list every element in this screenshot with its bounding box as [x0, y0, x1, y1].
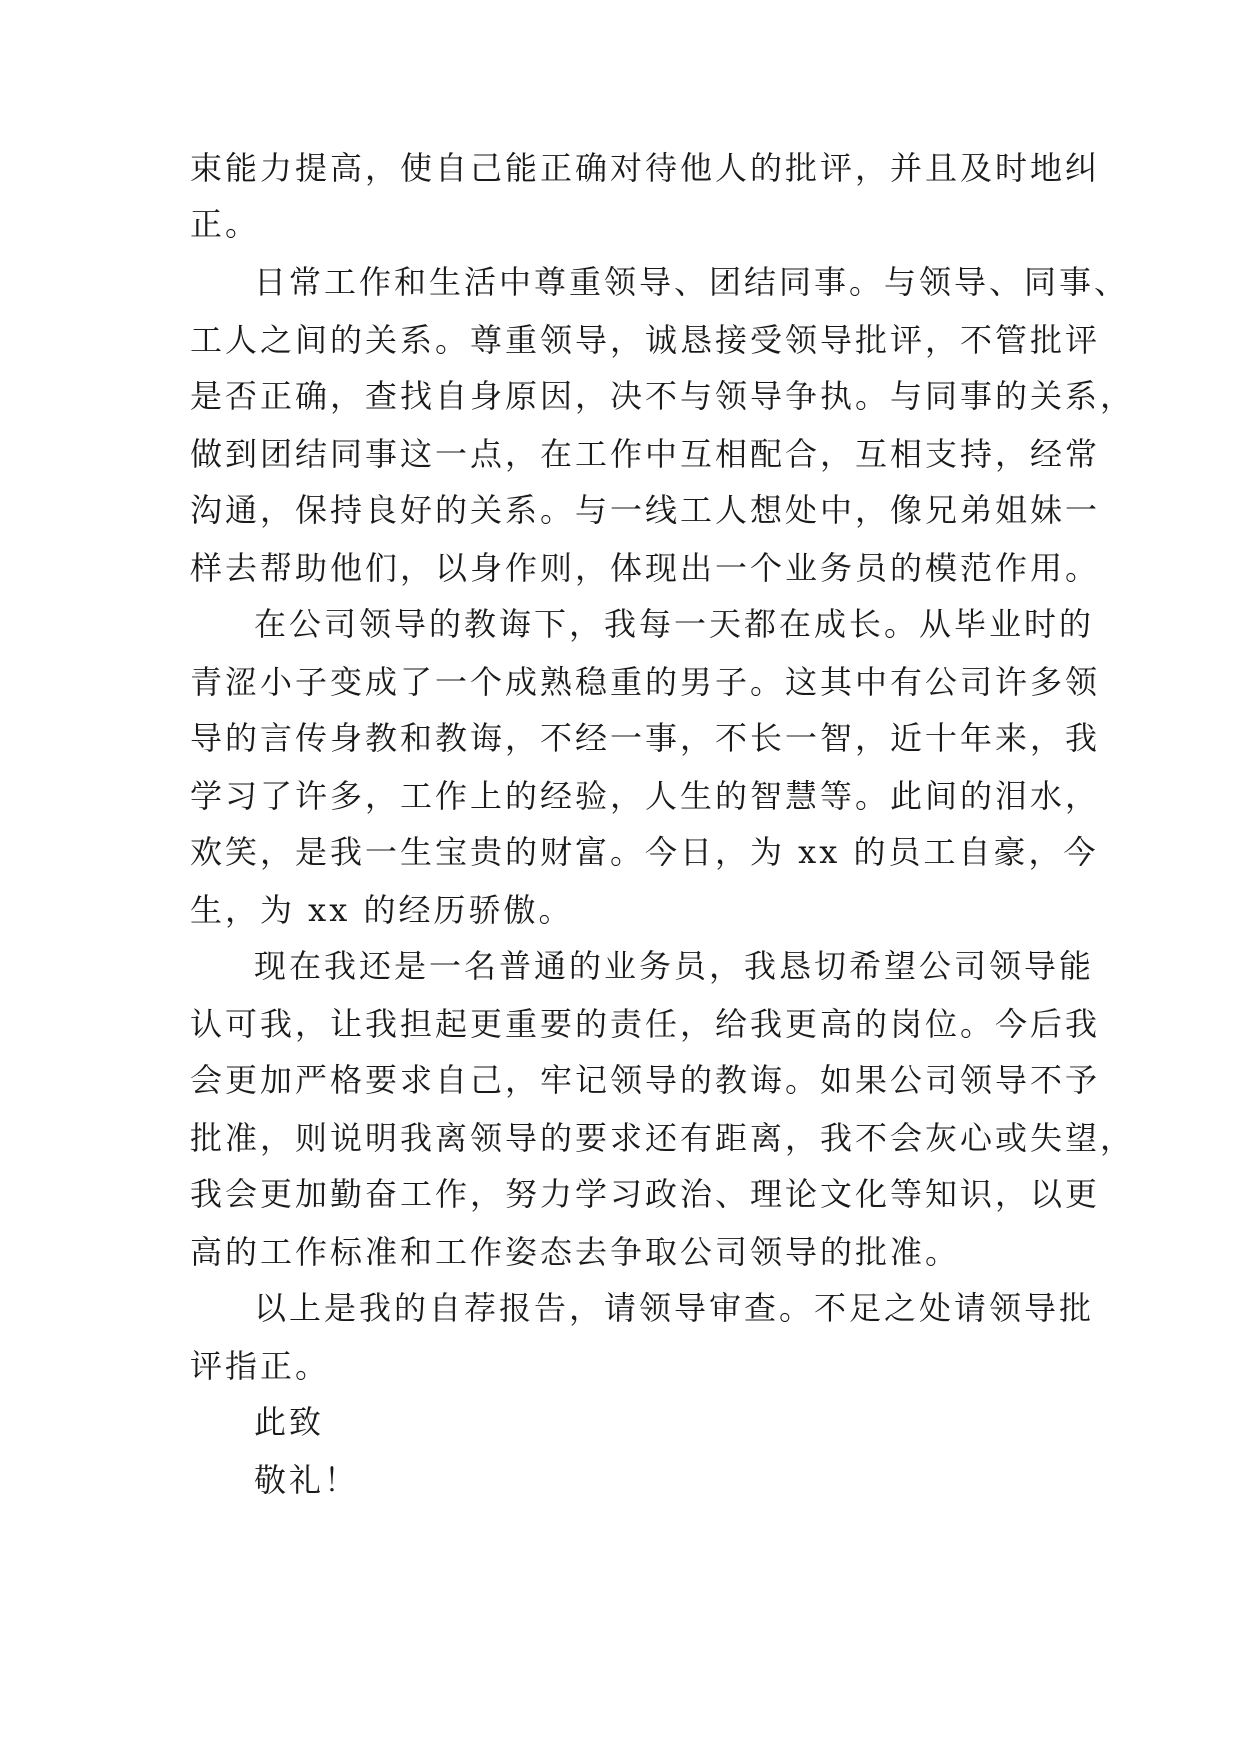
text-line: 青涩小子变成了一个成熟稳重的男子。这其中有公司许多领 — [190, 663, 1101, 701]
text-line: 生，为 xx 的经历骄傲。 — [190, 891, 574, 929]
paragraph-start-line: 日常工作和生活中尊重领导、团结同事。与领导、同事、 — [254, 263, 1130, 301]
paragraph-start-line: 在公司领导的教诲下，我每一天都在成长。从毕业时的 — [254, 605, 1095, 643]
text-line: 认可我，让我担起更重要的责任，给我更高的岗位。今后我 — [190, 1005, 1101, 1043]
closing-regards: 敬礼！ — [254, 1461, 360, 1499]
text-line: 样去帮助他们，以身作则，体现出一个业务员的模范作用。 — [190, 549, 1101, 587]
paragraph-start-line: 以上是我的自荐报告，请领导审查。不足之处请领导批 — [254, 1289, 1095, 1327]
text-line: 学习了许多，工作上的经验，人生的智慧等。此间的泪水， — [190, 777, 1101, 815]
text-line: 工人之间的关系。尊重领导，诚恳接受领导批评，不管批评 — [190, 321, 1101, 359]
paragraph-start-line: 现在我还是一名普通的业务员，我恳切希望公司领导能 — [254, 947, 1095, 985]
text-line: 导的言传身教和教诲，不经一事，不长一智，近十年来，我 — [190, 719, 1101, 757]
text-line: 批准，则说明我离领导的要求还有距离，我不会灰心或失望， — [190, 1119, 1136, 1157]
text-line: 我会更加勤奋工作，努力学习政治、理论文化等知识，以更 — [190, 1175, 1101, 1213]
text-line: 束能力提高，使自己能正确对待他人的批评，并且及时地纠 — [190, 149, 1101, 187]
text-line: 做到团结同事这一点，在工作中互相配合，互相支持，经常 — [190, 435, 1101, 473]
text-line: 正。 — [190, 205, 261, 243]
text-line: 是否正确，查找自身原因，决不与领导争执。与同事的关系， — [190, 377, 1136, 415]
text-line: 评指正。 — [190, 1347, 331, 1385]
text-line: 欢笑，是我一生宝贵的财富。今日，为 xx 的员工自豪，今 — [190, 833, 1099, 871]
text-line: 会更加严格要求自己，牢记领导的教诲。如果公司领导不予 — [190, 1061, 1101, 1099]
closing-salutation: 此致 — [254, 1403, 325, 1441]
text-line: 高的工作标准和工作姿态去争取公司领导的批准。 — [190, 1233, 961, 1271]
text-line: 沟通，保持良好的关系。与一线工人想处中，像兄弟姐妹一 — [190, 491, 1101, 529]
